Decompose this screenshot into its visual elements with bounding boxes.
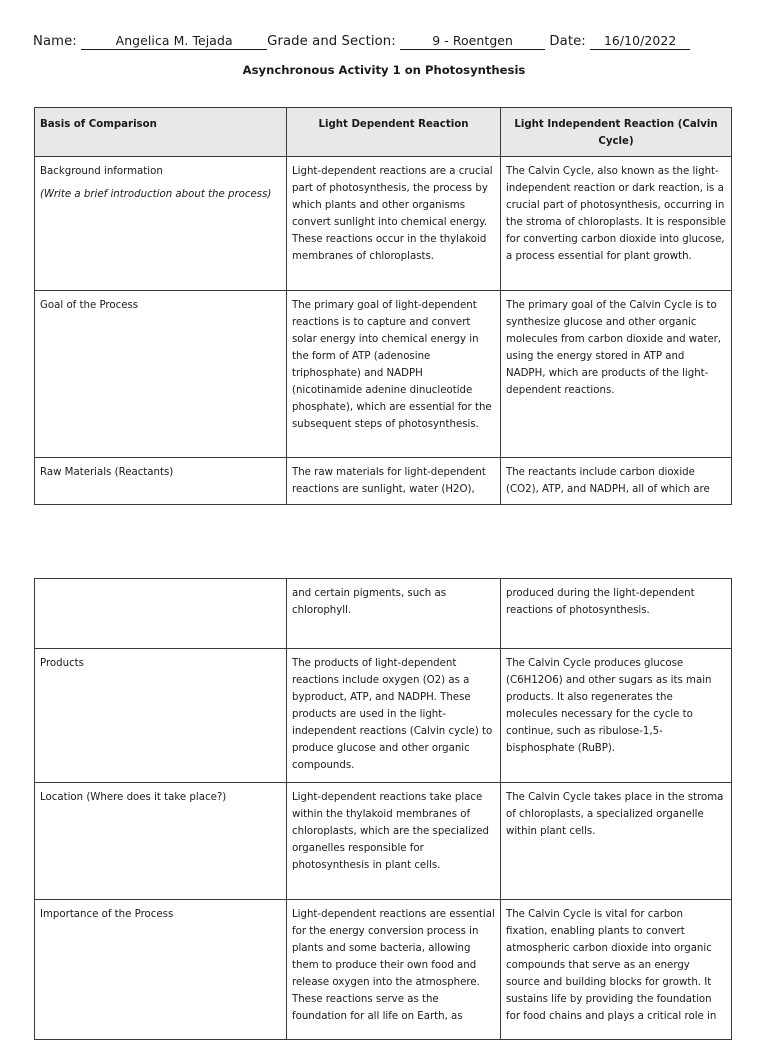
dependent-cell: Light-dependent reactions take place within the thylakoid membranes of chloroplasts, which are the specialized organelles responsible for photosynthesis in plant cells. xyxy=(287,783,501,900)
dependent-cell: The raw materials for light-dependent reactions are sunlight, water (H2O), xyxy=(287,458,501,505)
student-info-header xyxy=(33,33,743,50)
comparison-table-part-2 xyxy=(34,578,732,1040)
independent-cell: The reactants include carbon dioxide (CO2), ATP, and NADPH, all of which are xyxy=(501,458,732,505)
grade-label: Grade and Section: xyxy=(267,34,396,49)
basis-cell xyxy=(35,157,287,291)
column-header-dependent: Light Dependent Reaction xyxy=(287,108,501,157)
independent-cell: produced during the light-dependent reactions of photosynthesis. xyxy=(501,579,732,649)
independent-cell: The primary goal of the Calvin Cycle is to synthesize glucose and other organic molecules from carbon dioxide and water, using the energy stored in ATP and NADPH, which are products of the light-dependent reactions. xyxy=(501,291,732,458)
basis-label: Background information xyxy=(40,166,163,177)
basis-cell: Importance of the Process xyxy=(35,900,287,1040)
independent-cell: The Calvin Cycle takes place in the stroma of chloroplasts, a specialized organelle within plant cells. xyxy=(501,783,732,900)
table-header-row xyxy=(35,108,732,157)
independent-cell: The Calvin Cycle, also known as the light-independent reaction or dark reaction, is a crucial part of photosynthesis, occurring in the stroma of chloroplasts. It is responsible for converting carbon dioxide into glucose, a process essential for plant growth. xyxy=(501,157,732,291)
table-row xyxy=(35,900,732,1040)
basis-cell: Goal of the Process xyxy=(35,291,287,458)
name-value: Angelica M. Tejada xyxy=(81,33,267,50)
basis-hint: (Write a brief introduction about the process) xyxy=(40,189,272,200)
grade-value: 9 - Roentgen xyxy=(400,33,545,50)
table-row xyxy=(35,157,732,291)
basis-cell: Raw Materials (Reactants) xyxy=(35,458,287,505)
dependent-cell: and certain pigments, such as chlorophyll. xyxy=(287,579,501,649)
name-label: Name: xyxy=(33,34,77,49)
table-row xyxy=(35,291,732,458)
column-header-basis: Basis of Comparison xyxy=(35,108,287,157)
dependent-cell: The primary goal of light-dependent reactions is to capture and convert solar energy into chemical energy in the form of ATP (adenosine triphosphate) and NADPH (nicotinamide adenine dinucleotide phosphate), which are essential for the subsequent steps of photosynthesis. xyxy=(287,291,501,458)
column-header-independent: Light Independent Reaction (Calvin Cycle) xyxy=(501,108,732,157)
basis-cell: Products xyxy=(35,649,287,783)
dependent-cell: The products of light-dependent reactions include oxygen (O2) as a byproduct, ATP, and NADPH. These products are used in the light-independent reactions (Calvin cycle) to produce glucose and other organic compounds. xyxy=(287,649,501,783)
table-row xyxy=(35,458,732,505)
table-row xyxy=(35,579,732,649)
comparison-table-part-1 xyxy=(34,107,732,505)
dependent-cell: Light-dependent reactions are essential for the energy conversion process in plants and some bacteria, allowing them to produce their own food and release oxygen into the atmosphere. These reactions serve as the foundation for all life on Earth, as xyxy=(287,900,501,1040)
dependent-cell: Light-dependent reactions are a crucial part of photosynthesis, the process by which plants and other organisms convert sunlight into chemical energy. These reactions occur in the thylakoid membranes of chloroplasts. xyxy=(287,157,501,291)
basis-cell: Location (Where does it take place?) xyxy=(35,783,287,900)
page-title: Asynchronous Activity 1 on Photosynthesis xyxy=(242,63,526,77)
independent-cell: The Calvin Cycle produces glucose (C6H12O6) and other sugars as its main products. It also regenerates the molecules necessary for the cycle to continue, such as ribulose-1,5-bisphosphate (RuBP). xyxy=(501,649,732,783)
table-row xyxy=(35,783,732,900)
basis-cell xyxy=(35,579,287,649)
date-label: Date: xyxy=(549,34,586,49)
table-row xyxy=(35,649,732,783)
date-value: 16/10/2022 xyxy=(590,33,690,50)
independent-cell: The Calvin Cycle is vital for carbon fixation, enabling plants to convert atmospheric carbon dioxide into organic compounds that serve as an energy source and building blocks for growth. It sustains life by providing the foundation for food chains and plays a critical role in xyxy=(501,900,732,1040)
